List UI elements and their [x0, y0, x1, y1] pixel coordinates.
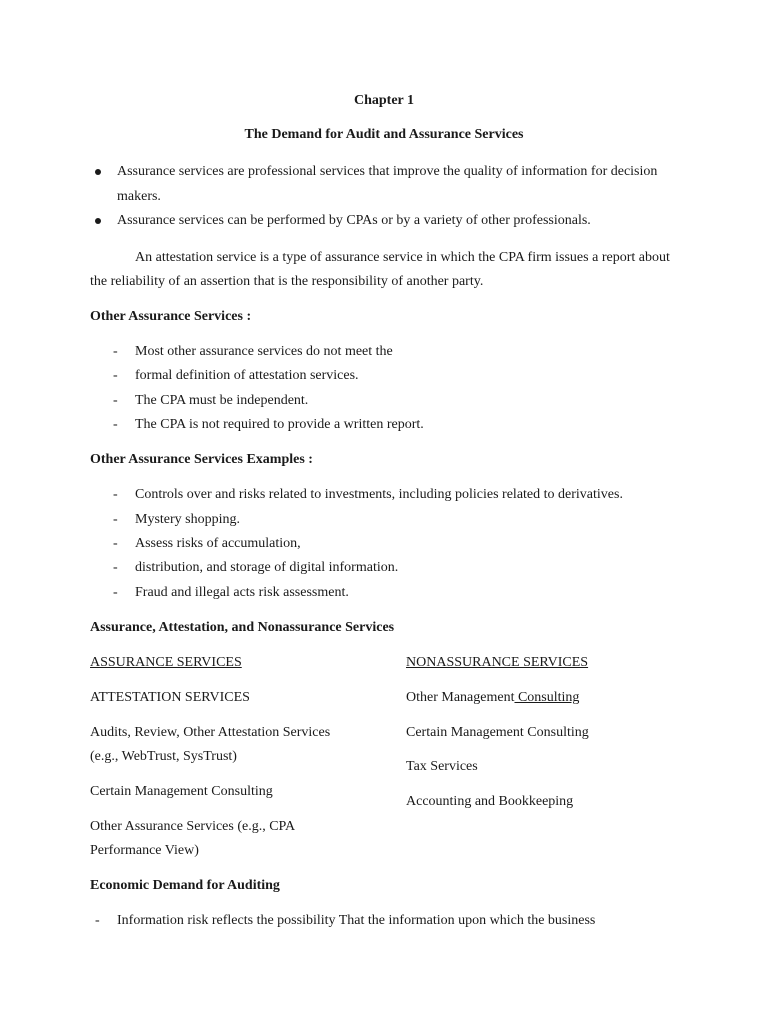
- tax-services: Tax Services: [406, 759, 478, 774]
- dash-marker: -: [113, 417, 118, 432]
- dash-marker: -: [113, 585, 118, 600]
- other-assurance-line1: Other Assurance Services (e.g., CPA: [90, 819, 296, 834]
- other-assurance-heading: Other Assurance Services :: [90, 309, 252, 324]
- attestation-paragraph-line1: An attestation service is a type of assurance service in which the CPA firm issues a report about: [135, 250, 670, 265]
- dash-marker: -: [113, 344, 118, 359]
- economic-item: Information risk reflects the possibility That the information upon which the business: [117, 913, 596, 928]
- dash-marker: -: [95, 913, 100, 928]
- dash-marker: -: [113, 368, 118, 383]
- dash-marker: -: [113, 536, 118, 551]
- other-assurance-item: Most other assurance services do not meet the: [135, 344, 393, 359]
- dash-marker: -: [113, 393, 118, 408]
- intro-bullet-1-line1: Assurance services are professional services that improve the quality of information for decision: [117, 164, 658, 179]
- comparison-heading: Assurance, Attestation, and Nonassurance Services: [90, 620, 395, 635]
- attestation-services-subheader: ATTESTATION SERVICES: [90, 690, 250, 705]
- assurance-services-header: ASSURANCE SERVICES: [90, 655, 242, 670]
- certain-management-consulting-left: Certain Management Consulting: [90, 784, 273, 799]
- example-item: Mystery shopping.: [135, 512, 240, 527]
- other-management-consulting-part1: Other Management: [406, 690, 515, 705]
- audits-review-line2: (e.g., WebTrust, SysTrust): [90, 749, 237, 764]
- example-item: distribution, and storage of digital information.: [135, 560, 399, 575]
- other-assurance-line2: Performance View): [90, 843, 199, 858]
- other-management-consulting: [406, 686, 579, 710]
- dash-marker: -: [113, 560, 118, 575]
- example-item: Controls over and risks related to investments, including policies related to derivatives.: [135, 487, 623, 502]
- bullet-dot: [95, 218, 101, 224]
- intro-bullet-2: Assurance services can be performed by CPAs or by a variety of other professionals.: [117, 213, 591, 228]
- examples-heading: Other Assurance Services Examples :: [90, 452, 313, 467]
- other-assurance-item: The CPA must be independent.: [135, 393, 309, 408]
- audits-review-line1: Audits, Review, Other Attestation Services: [90, 725, 331, 740]
- other-assurance-item: formal definition of attestation services.: [135, 368, 359, 383]
- dash-marker: -: [113, 512, 118, 527]
- bullet-dot: [95, 169, 101, 175]
- example-item: Assess risks of accumulation,: [135, 536, 301, 551]
- attestation-paragraph-line2: the reliability of an assertion that is the responsibility of another party.: [90, 274, 484, 289]
- dash-marker: -: [113, 487, 118, 502]
- chapter-label: Chapter 1: [353, 93, 415, 108]
- other-assurance-item: The CPA is not required to provide a written report.: [135, 417, 424, 432]
- certain-management-consulting-right: Certain Management Consulting: [406, 725, 589, 740]
- example-item: Fraud and illegal acts risk assessment.: [135, 585, 349, 600]
- other-management-consulting-part2: Consulting: [514, 690, 580, 705]
- economic-demand-heading: Economic Demand for Auditing: [90, 878, 280, 893]
- intro-bullet-1-line2: makers.: [117, 189, 161, 204]
- nonassurance-services-header: NONASSURANCE SERVICES: [406, 655, 589, 670]
- page-title: The Demand for Audit and Assurance Services: [244, 127, 524, 142]
- accounting-bookkeeping: Accounting and Bookkeeping: [406, 794, 574, 809]
